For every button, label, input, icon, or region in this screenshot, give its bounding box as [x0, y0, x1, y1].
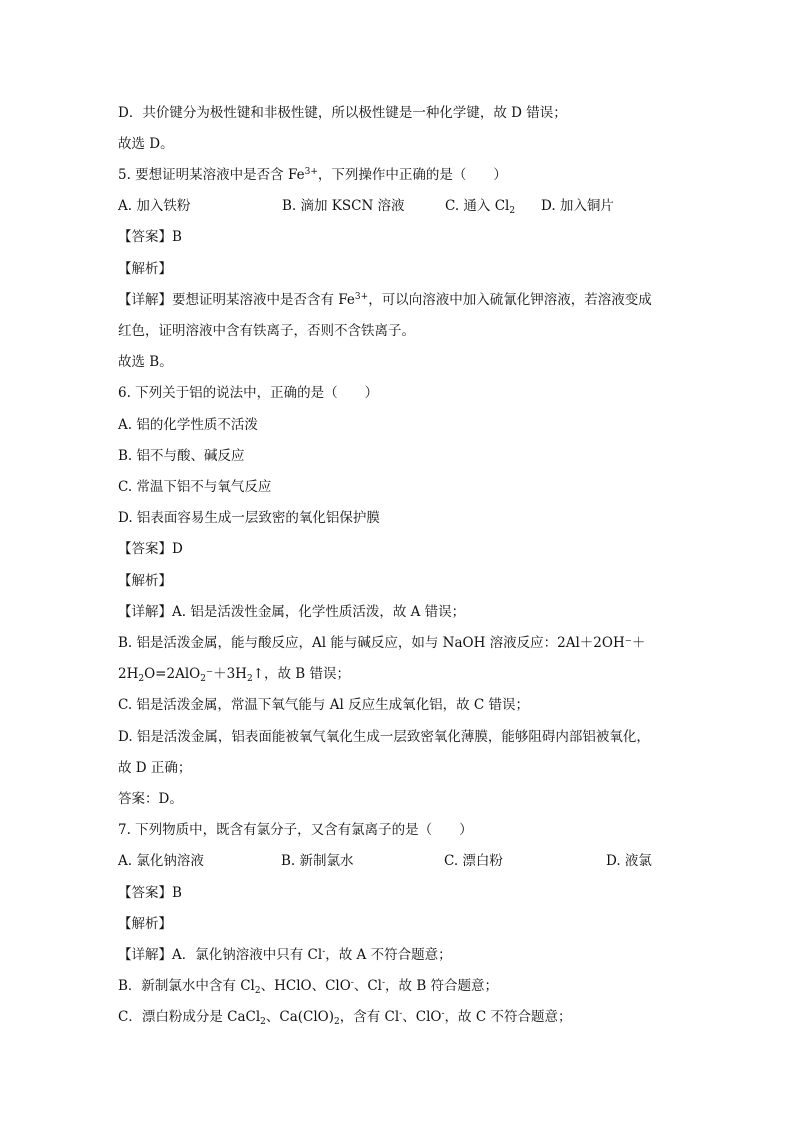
q7-option-b: B. 新制氯水: [281, 853, 354, 869]
q5-option-d: D. 加入铜片: [541, 198, 614, 214]
q7-option-a: A. 氯化钠溶液: [118, 853, 204, 869]
q7-detail-b: B．新制氯水中含有 $Cl_2$、HClO、ClO-、Cl-，故 B 符合题意；: [118, 978, 499, 996]
q5-conclusion: 故选 B。: [118, 354, 173, 370]
q7-stem: 7. 下列物质中，既含有氯分子，又含有氯离子的是（ ）: [118, 822, 473, 838]
q6-detail-b: B. 铝是活泼金属，能与酸反应，Al 能与碱反应，如与 NaOH 溶液反应：2Al＋2OH⁻＋: [118, 635, 646, 651]
q6-conclusion: 答案：D。: [118, 791, 183, 807]
q6-detail-a: 【详解】A. 铝是活泼性金属，化学性质活泼，故 A 错误；: [118, 604, 466, 620]
q4-conclusion: 故选 D。: [118, 136, 174, 152]
q7-options: [118, 852, 678, 872]
q7-option-c: C. 漂白粉: [444, 853, 503, 869]
q7-analysis-heading: 【解析】: [118, 916, 172, 932]
q5-detail: 【详解】要想证明某溶液中是否含有 $Fe^{3+}$，可以向溶液中加入硫氰化钾溶液，若溶液变成: [118, 292, 652, 308]
q4-option-d-explanation: D．共价键分为极性键和非极性键，所以极性键是一种化学键，故 D 错误；: [118, 105, 567, 121]
q5-stem: 5. 要想证明某溶液中是否含 $Fe^{3+}$，下列操作中正确的是（ ）: [118, 167, 507, 183]
q6-option-a: A. 铝的化学性质不活泼: [118, 417, 258, 433]
q6-answer: 【答案】D: [118, 541, 183, 557]
q7-detail-a: 【详解】A．氯化钠溶液中只有 Cl-，故 A 不符合题意；: [118, 947, 452, 963]
q5-option-c: C. 通入 $Cl_2$: [445, 198, 516, 216]
q5-options: [118, 197, 638, 217]
q5-detail-cont: 红色，证明溶液中含有铁离子，否则不含铁离子。: [118, 323, 415, 339]
q6-analysis-heading: 【解析】: [118, 573, 172, 589]
q7-detail-c: C．漂白粉成分是 CaCl$_2$、$Ca(ClO)_2$，含有 Cl-、ClO-，故 C 不符合题意；: [118, 1009, 572, 1027]
q6-stem: 6. 下列关于铝的说法中，正确的是（ ）: [118, 385, 379, 401]
q6-detail-c: C. 铝是活泼金属，常温下氧气能与 Al 反应生成氧化铝，故 C 错误；: [118, 697, 529, 713]
q7-option-d: D. 液氯: [606, 853, 652, 869]
q5-option-b: B. 滴加 KSCN 溶液: [282, 198, 405, 214]
q6-option-b: B. 铝不与酸、碱反应: [118, 448, 245, 464]
q6-option-d: D. 铝表面容易生成一层致密的氧化铝保护膜: [118, 510, 380, 526]
q6-option-c: C. 常温下铝不与氧气反应: [118, 479, 272, 495]
q6-equation: $2H_2O=2AlO_2^-+3H_2↑$，故 B 错误；: [118, 666, 351, 684]
q6-detail-d: D. 铝是活泼金属，铝表面能被氧气氧化生成一层致密氧化薄膜，能够阻碍内部铝被氧化，: [118, 729, 650, 745]
q5-answer: 【答案】B: [118, 229, 182, 245]
q5-analysis-heading: 【解析】: [118, 261, 172, 277]
q6-detail-d-cont: 故 D 正确；: [118, 760, 192, 776]
q7-answer: 【答案】B: [118, 885, 182, 901]
q5-option-a: A. 加入铁粉: [118, 198, 191, 214]
